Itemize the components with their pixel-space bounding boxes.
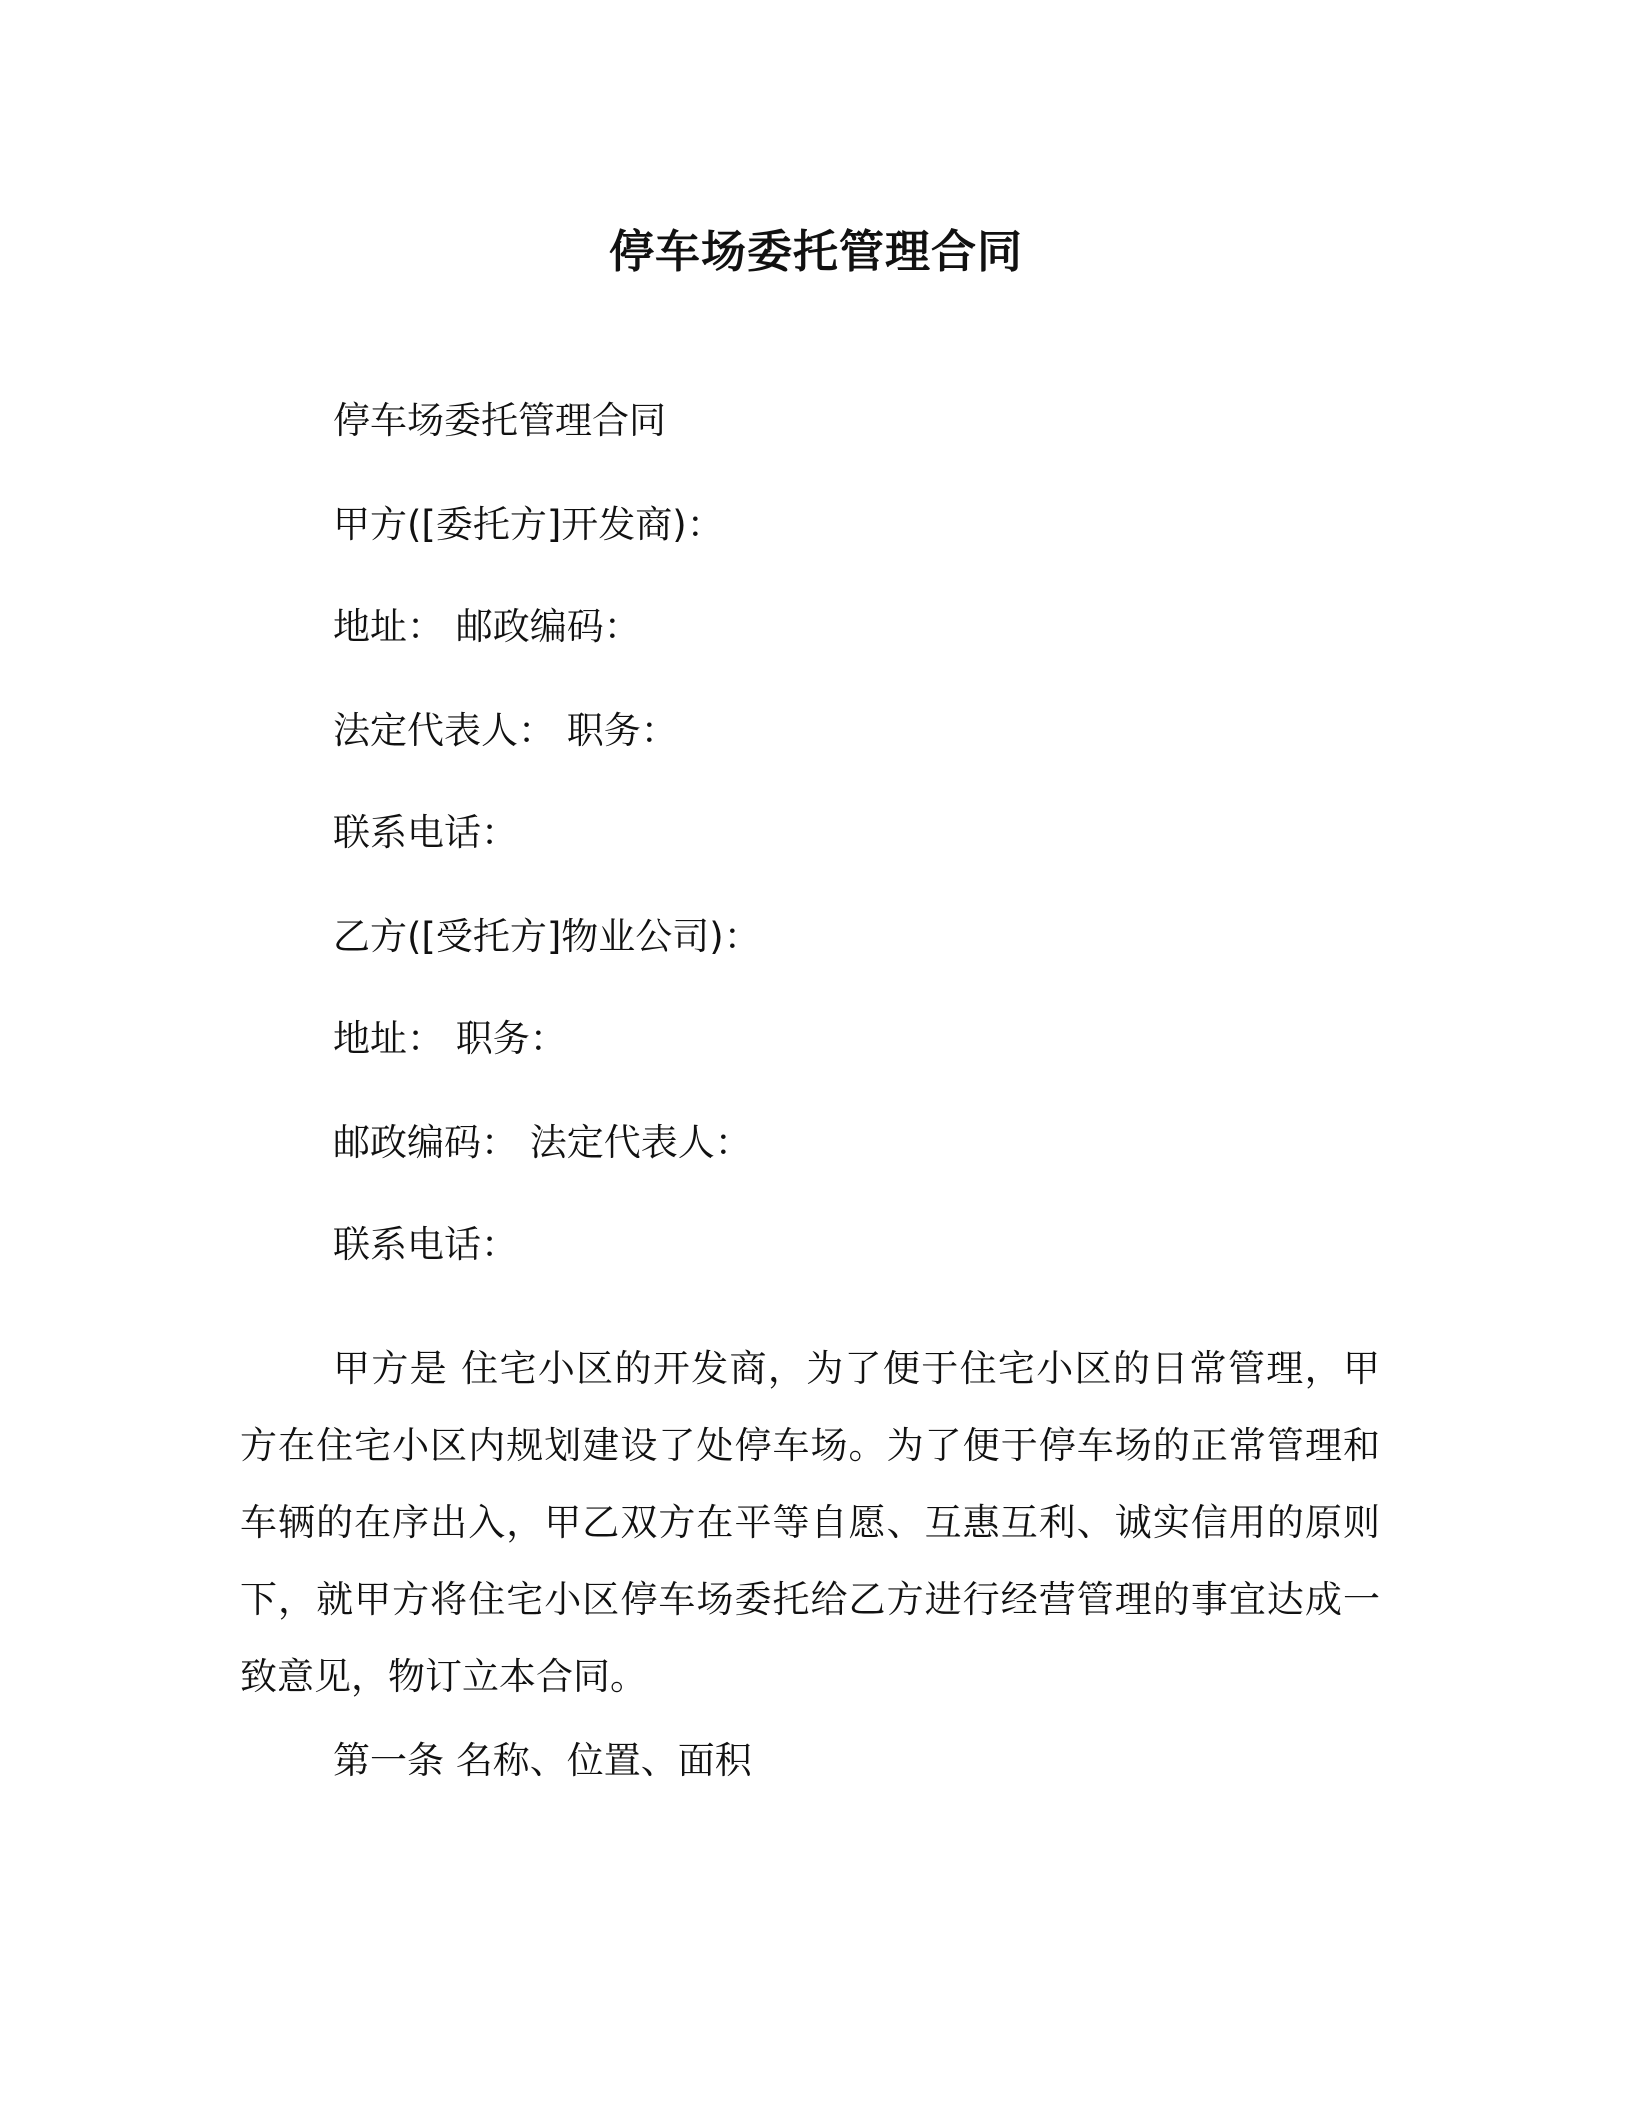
party-a-representative-position: 法定代表人： 职务： bbox=[333, 709, 678, 752]
document-title: 停车场委托管理合同 bbox=[608, 225, 1023, 278]
party-a-address-postcode: 地址： 邮政编码： bbox=[333, 605, 641, 648]
party-b-postcode-representative: 邮政编码： 法定代表人： bbox=[333, 1121, 752, 1164]
party-b-label: 乙方([受托方]物业公司)： bbox=[333, 915, 761, 958]
party-b-phone: 联系电话： bbox=[333, 1223, 518, 1266]
party-a-label: 甲方([委托方]开发商)： bbox=[333, 503, 724, 546]
contract-preamble-paragraph: 甲方是 住宅小区的开发商，为了便于住宅小区的日常管理，甲方在住宅小区内规划建设了处停车场。为了便于停车场的正常管理和车辆的在序出入，甲乙双方在平等自愿、互惠互利、诚实信用的原则下，就甲方将住宅小区停车场委托给乙方进行经营管理的事宜达成一致意见，物订立本合同。 bbox=[240, 1347, 1380, 1698]
party-b-address-position: 地址： 职务： bbox=[333, 1017, 567, 1060]
contract-subtitle: 停车场委托管理合同 bbox=[333, 399, 666, 442]
section-heading: 第一条 名称、位置、面积 bbox=[333, 1739, 752, 1782]
party-a-phone: 联系电话： bbox=[333, 811, 518, 854]
